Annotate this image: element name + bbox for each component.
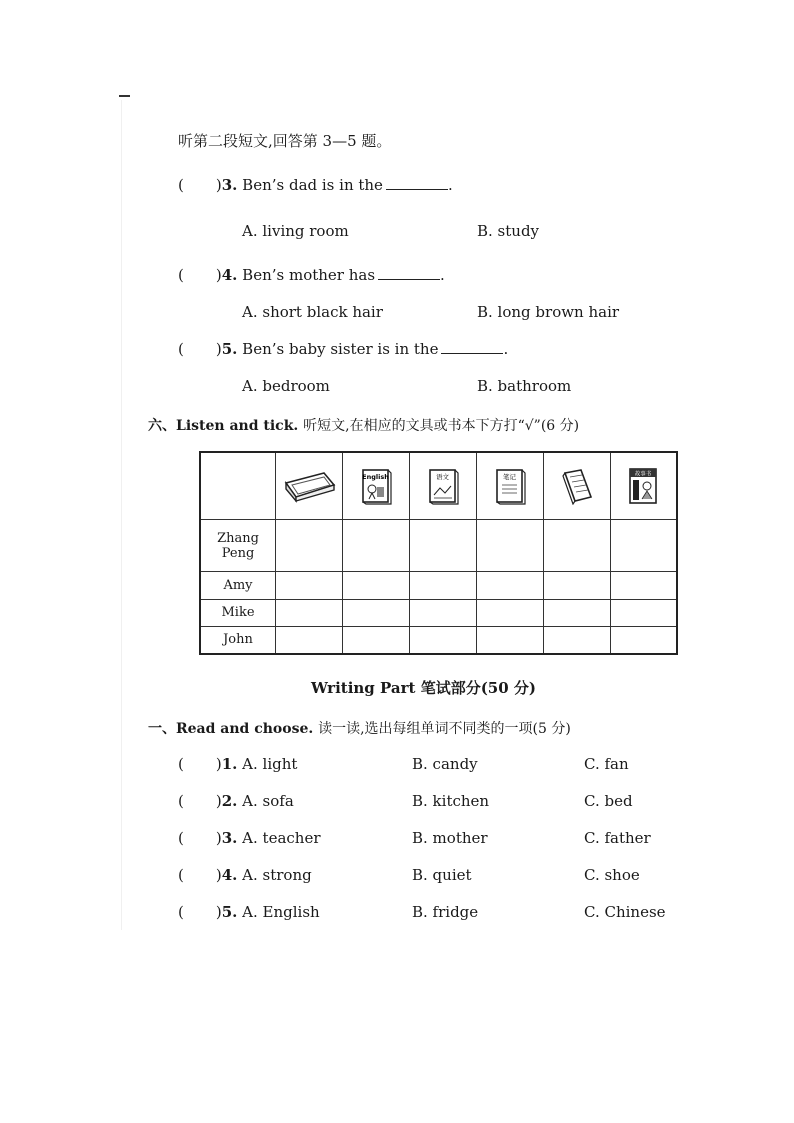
storybook-icon: [626, 466, 660, 506]
choice-question-1: [178, 755, 297, 773]
answer-paren-open: (: [178, 866, 184, 884]
tick-cell[interactable]: [610, 626, 677, 654]
tick-cell[interactable]: [409, 626, 476, 654]
question-end: .: [503, 340, 509, 358]
answer-paren-open: (: [178, 792, 184, 810]
question-end: .: [440, 266, 445, 284]
student-name: Mike: [200, 599, 276, 626]
header-storybook: [610, 452, 677, 520]
section-title-en: Listen and tick.: [176, 418, 299, 434]
fill-blank[interactable]: [378, 266, 440, 280]
section-6-title: [148, 415, 579, 435]
answer-paren-close: ): [215, 176, 222, 194]
pencil-box-icon: [280, 469, 338, 503]
question-stem: Ben’s dad is in the: [242, 176, 383, 194]
question-3: [178, 176, 453, 194]
option-a: A. teacher: [242, 829, 321, 847]
student-name: Zhang Peng: [200, 520, 276, 572]
header-pencil-box: [276, 452, 343, 520]
book-label: English: [362, 473, 389, 481]
tick-cell[interactable]: [476, 520, 543, 572]
header-chinese-book: [409, 452, 476, 520]
option-b: B. candy: [412, 755, 478, 773]
tick-cell[interactable]: [409, 599, 476, 626]
section-1-title: [148, 718, 571, 738]
section-title-cn: 听短文,在相应的文具或书本下方打“√”(6 分): [303, 418, 580, 434]
tick-cell[interactable]: [342, 599, 409, 626]
question-end: .: [447, 176, 453, 194]
question-number: 4.: [221, 866, 238, 884]
section-title-cn: 读一读,选出每组单词不同类的一项(5 分): [318, 721, 571, 737]
answer-paren-close: ): [215, 866, 222, 884]
answer-paren-close: ): [215, 903, 222, 921]
option-c: C. fan: [584, 755, 629, 773]
student-name: John: [200, 626, 276, 654]
book-label: 语文: [435, 473, 449, 481]
header-notebook: [476, 452, 543, 520]
option-c: C. father: [584, 829, 651, 847]
question-number: 5.: [221, 903, 238, 921]
tick-cell[interactable]: [543, 626, 610, 654]
chinese-book-icon: [426, 467, 460, 505]
choice-question-4: [178, 866, 312, 884]
tick-cell[interactable]: [409, 572, 476, 599]
choice-question-3: [178, 829, 321, 847]
answer-paren-open: (: [178, 903, 184, 921]
book-label: 故事书: [635, 471, 652, 478]
question-number: 3.: [221, 829, 238, 847]
table-row: [200, 572, 677, 599]
option-a: A. living room: [242, 222, 349, 240]
tick-cell[interactable]: [476, 599, 543, 626]
tick-cell[interactable]: [409, 520, 476, 572]
answer-paren-close: ): [215, 829, 222, 847]
question-number: 5.: [221, 340, 238, 358]
writing-part-heading: [311, 677, 536, 698]
option-a: A. light: [242, 755, 298, 773]
tick-cell[interactable]: [276, 520, 343, 572]
option-c: C. bed: [584, 792, 633, 810]
tick-cell[interactable]: [543, 599, 610, 626]
english-book-icon: [359, 467, 393, 505]
tick-cell[interactable]: [476, 626, 543, 654]
option-c: C. Chinese: [584, 903, 666, 921]
tick-cell[interactable]: [342, 572, 409, 599]
listen-tick-table: [199, 451, 678, 655]
question-4: [178, 266, 445, 284]
answer-paren-open: (: [178, 176, 184, 194]
option-b: B. fridge: [412, 903, 479, 921]
option-b: B. bathroom: [477, 377, 572, 395]
table-row: [200, 520, 677, 572]
tick-cell[interactable]: [276, 599, 343, 626]
listening-instruction: 听第二段短文,回答第 3—5 题。: [178, 132, 392, 150]
answer-paren-open: (: [178, 266, 184, 284]
student-name: Amy: [200, 572, 276, 599]
tick-cell[interactable]: [543, 520, 610, 572]
answer-paren-open: (: [178, 755, 184, 773]
question-stem: Ben’s baby sister is in the: [242, 340, 439, 358]
tick-cell[interactable]: [543, 572, 610, 599]
header-empty-cell: [200, 452, 276, 520]
tick-cell[interactable]: [276, 572, 343, 599]
answer-paren-close: ): [215, 340, 222, 358]
option-b: B. mother: [412, 829, 488, 847]
table-row: [200, 626, 677, 654]
tick-cell[interactable]: [610, 520, 677, 572]
option-a: A. strong: [242, 866, 312, 884]
table-row: [200, 599, 677, 626]
question-number: 2.: [221, 792, 238, 810]
option-b: B. kitchen: [412, 792, 490, 810]
option-b: B. quiet: [412, 866, 472, 884]
tick-cell[interactable]: [610, 599, 677, 626]
question-number: 3.: [221, 176, 238, 194]
answer-paren-close: ): [215, 755, 222, 773]
tick-cell[interactable]: [276, 626, 343, 654]
header-book: [543, 452, 610, 520]
option-b: B. long brown hair: [477, 303, 620, 321]
book-label: 笔记: [502, 473, 516, 481]
page-left-rule: [121, 100, 122, 930]
choice-question-5: [178, 903, 320, 921]
question-stem: Ben’s mother has: [242, 266, 376, 284]
book-icon: [559, 467, 595, 505]
question-number: 1.: [221, 755, 238, 773]
page-corner-mark: [119, 95, 130, 97]
section-title-en: Read and choose.: [176, 721, 314, 737]
question-5: [178, 340, 508, 358]
answer-paren-close: ): [215, 792, 222, 810]
tick-cell[interactable]: [610, 572, 677, 599]
header-english-book: [342, 452, 409, 520]
answer-paren-close: ): [215, 266, 222, 284]
table-header-row: [200, 452, 677, 520]
writing-part-title-cn: 笔试部分(50 分): [420, 679, 536, 697]
fill-blank[interactable]: [441, 340, 503, 354]
option-b: B. study: [477, 222, 540, 240]
option-a: A. short black hair: [242, 303, 383, 321]
option-a: A. bedroom: [242, 377, 330, 395]
fill-blank[interactable]: [386, 176, 448, 190]
tick-cell[interactable]: [342, 626, 409, 654]
question-number: 4.: [221, 266, 238, 284]
option-a: A. English: [242, 903, 320, 921]
tick-cell[interactable]: [342, 520, 409, 572]
section-number: 六、: [148, 418, 176, 434]
section-number: 一、: [148, 721, 176, 737]
answer-paren-open: (: [178, 340, 184, 358]
option-c: C. shoe: [584, 866, 640, 884]
notebook-icon: [493, 467, 527, 505]
option-a: A. sofa: [242, 792, 294, 810]
tick-cell[interactable]: [476, 572, 543, 599]
answer-paren-open: (: [178, 829, 184, 847]
choice-question-2: [178, 792, 294, 810]
writing-part-title-en: Writing Part: [311, 679, 416, 697]
